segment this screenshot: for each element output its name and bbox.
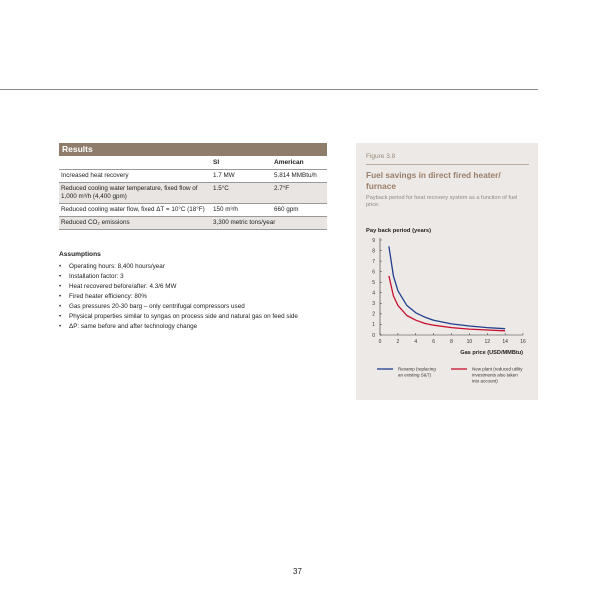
list-item: • Installation factor: 3 — [59, 272, 359, 282]
series-line-1 — [389, 246, 505, 328]
col-header-si: SI — [211, 156, 272, 170]
y-tick-label: 6 — [372, 269, 375, 276]
table-row — [59, 183, 327, 204]
x-tick-label: 10 — [466, 339, 473, 345]
y-tick-label: 2 — [372, 311, 375, 318]
figure-label: Figure 3.8 — [366, 153, 396, 160]
row-american: 5.814 MMBtu/h — [272, 170, 327, 183]
figure-title: Fuel savings in direct fired heater/ furnace — [366, 170, 501, 191]
results-table — [59, 143, 327, 230]
table-row — [59, 204, 327, 217]
row-american: 2.7°F — [272, 183, 327, 204]
legend-label-2: New plant (reduced utility investments also taken into account) — [472, 366, 523, 384]
row-si: 3,300 metric tons/year — [211, 217, 327, 230]
list-item: • Fired heater efficiency: 80% — [59, 292, 359, 302]
y-tick-label: 5 — [372, 280, 375, 287]
row-label: Increased heat recovery — [59, 170, 211, 183]
list-item: • Heat recovered before/after: 4.3/6 MW — [59, 282, 359, 292]
assumptions-list — [59, 262, 359, 332]
page-number: 37 — [293, 567, 302, 576]
results-grid — [59, 156, 327, 230]
y-axis-label: Pay back period (years) — [366, 228, 432, 234]
assumptions-title: Assumptions — [59, 251, 101, 258]
figure-panel — [356, 143, 538, 400]
results-header: Results — [59, 143, 327, 156]
table-row — [59, 170, 327, 183]
top-rule — [0, 89, 538, 90]
row-si: 1.5°C — [211, 183, 272, 204]
table-row — [59, 217, 327, 230]
payback-chart — [356, 143, 538, 400]
x-tick-label: 6 — [432, 339, 436, 345]
x-tick-label: 16 — [520, 339, 526, 345]
x-tick-label: 2 — [396, 339, 400, 345]
y-tick-label: 1 — [372, 322, 375, 329]
list-item: • Operating hours: 8,400 hours/year — [59, 262, 359, 272]
list-item: • Physical properties similar to syngas on process side and natural gas on feed side — [59, 312, 359, 322]
legend-label-1: Revamp (replacing an existing S&T) — [398, 366, 436, 378]
x-tick-label: 8 — [450, 339, 453, 345]
y-tick-label: 3 — [372, 301, 375, 308]
list-item: • Gas pressures 20-30 barg – only centrifugal compressors used — [59, 302, 359, 312]
y-tick-label: 4 — [372, 290, 375, 297]
figure-subtitle: Payback period for heat recovery system as a function of fuel price. — [366, 195, 518, 208]
x-tick-label: 4 — [414, 339, 418, 345]
results-column-header-row — [59, 156, 327, 170]
x-tick-label: 14 — [502, 339, 508, 345]
row-si: 150 m³/h — [211, 204, 272, 217]
row-label: Reduced cooling water flow, fixed ΔT = 10°C (18°F) — [59, 204, 211, 217]
row-label: Reduced CO₂ emissions — [59, 217, 211, 230]
list-item: • ΔP: same before and after technology change — [59, 322, 359, 332]
y-tick-label: 0 — [372, 332, 375, 339]
col-header-american: American — [272, 156, 327, 170]
row-si: 1.7 MW — [211, 170, 272, 183]
x-tick-label: 0 — [378, 339, 382, 345]
col-header-label — [59, 156, 211, 170]
assumptions-section — [59, 251, 359, 332]
x-tick-label: 12 — [484, 339, 491, 345]
x-axis-label: Gas price (USD/MMBtu) — [460, 350, 523, 356]
row-label: Reduced cooling water temperature, fixed flow of 1,000 m³/h (4,400 gpm) — [59, 183, 211, 204]
row-american: 660 gpm — [272, 204, 327, 217]
y-tick-label: 8 — [372, 248, 375, 255]
y-tick-label: 9 — [372, 237, 375, 244]
y-tick-label: 7 — [372, 258, 375, 265]
